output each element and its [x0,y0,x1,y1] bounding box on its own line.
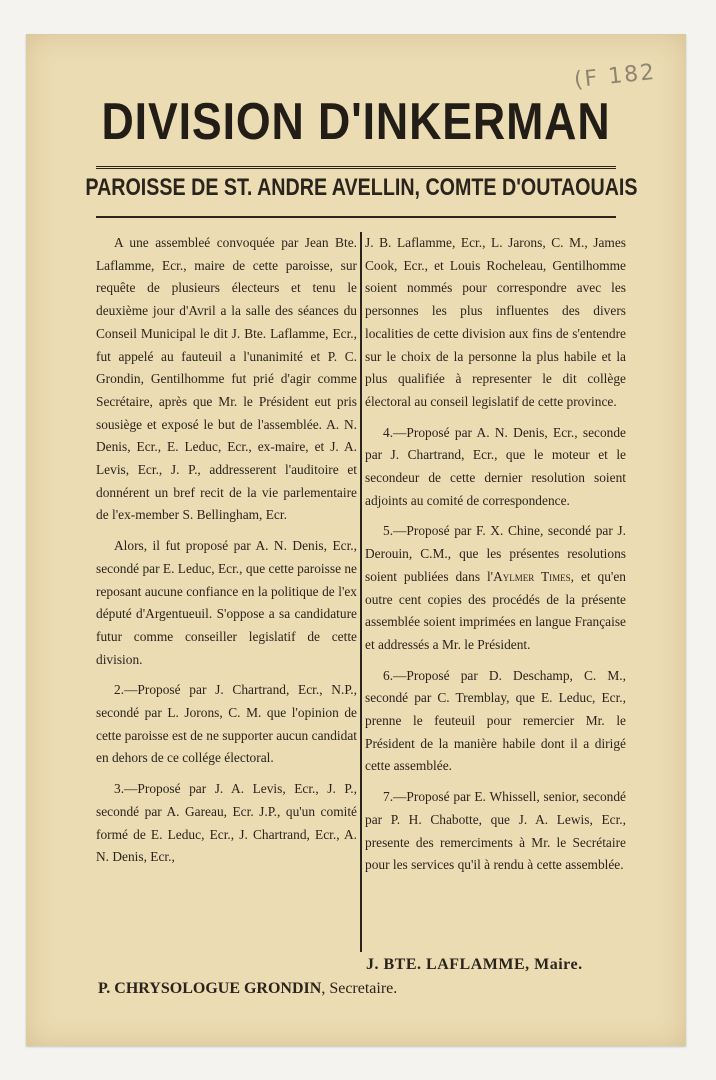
paragraph-text: 5.—Proposé par F. X. Chine, secondé par J. Derouin, C.M., que les présentes resolutions soient publiées dans l' [365,523,626,584]
paragraph-text: , et qu'en outre cent copies des procédés de la présente assemblée soient imprimées en langue Française et addressés a Mr. le Président. [365,568,626,652]
paragraph: J. B. Laflamme, Ecr., L. Jarons, C. M., James Cook, Ecr., et Louis Rocheleau, Gentilhomme soient nommés pour correspondre avec les personnes les plus influentes des divers localities de cette division aux fins de s'entendre sur le choix de la personne la plus habile et la plus qualifiée à representer le dit collège électoral au conseil legislatif de cette province. [365,235,626,409]
newspaper-name: Aylmer Times [493,568,571,584]
document-title: DIVISION D'INKERMAN [101,93,611,151]
secretary-line [98,980,397,998]
paragraph: A une assembleé convoquée par Jean Bte. Laflamme, Ecr., maire de cette paroisse, sur requête de plusieurs électeurs et tenu le deuxième jour d'Avril a la salle des séances du Conseil Municipal le dit J. Bte. Laflamme, Ecr., fut appelé au fauteuil a l'unanimité et P. C. Grondin, Gentilhomme fut prié d'agir comme Secrétaire, après que Mr. le Président eut pris sousiège et exposé le but de l'assemblée. A. N. Denis, Ecr., E. Leduc, Ecr., ex-maire, et J. A. Levis, Ecr., J. P., addresserent l'auditoire et donnérent un bref recit de la vie parlementaire de l'ex-member S. Bellingham, Ecr. [96,235,357,523]
document-subtitle: PAROISSE DE ST. ANDRE AVELLIN, COMTE D'OUTAOUAIS [85,174,638,201]
paragraph: 3.—Proposé par J. A. Levis, Ecr., J. P., secondé par A. Gareau, Ecr. J.P., qu'un comité formé de E. Leduc, Ecr., J. Chartrand, Ecr., A. N. Denis, Ecr., [96,781,357,865]
paragraph: 4.—Proposé par A. N. Denis, Ecr., seconde par J. Chartrand, Ecr., que le moteur et le secondeur de cette dernier resolution soient adjoints au comité de correspondence. [365,424,626,508]
secretary-name: P. CHRYSOLOGUE GRONDIN [98,980,322,997]
document-sheet [26,34,686,1046]
secretary-title: , Secretaire. [321,980,398,997]
left-column [96,232,357,952]
paragraph: Alors, il fut proposé par A. N. Denis, Ecr., secondé par E. Leduc, Ecr., que cette paroisse ne reposant aucune confiance en la politique de l'ex député d'Argentueuil. S'oppose a sa candidature futur comme conseiller legislatif de cette division. [96,538,357,667]
mayor-signature: J. BTE. LAFLAMME, Maire. [366,956,583,973]
paragraph: 6.—Proposé par D. Deschamp, C. M., secondé par C. Tremblay, que E. Leduc, Ecr., prenne le feuteuil pour remercier Mr. le Président de la manière habile dont il a dirigé cette assemblée. [365,667,626,774]
paragraph: 7.—Proposé par E. Whissell, senior, secondé par P. H. Chabotte, que J. A. Lewis, Ecr., presente des remerciments à Mr. le Secrétaire pour les services qu'il à rendu à cette assemblée. [365,789,626,873]
column-divider [360,232,362,952]
title-rule [96,166,616,172]
paragraph [365,520,626,656]
paragraph: 2.—Proposé par J. Chartrand, Ecr., N.P., secondé par L. Jorons, C. M. que l'opinion de cette paroisse est de ne supporter aucun candidat en dehors de ce collége électoral. [96,682,357,766]
text-columns [96,232,626,952]
handwritten-note: (F 182 [572,59,658,94]
right-column [365,232,626,952]
subtitle-rule [96,216,616,218]
